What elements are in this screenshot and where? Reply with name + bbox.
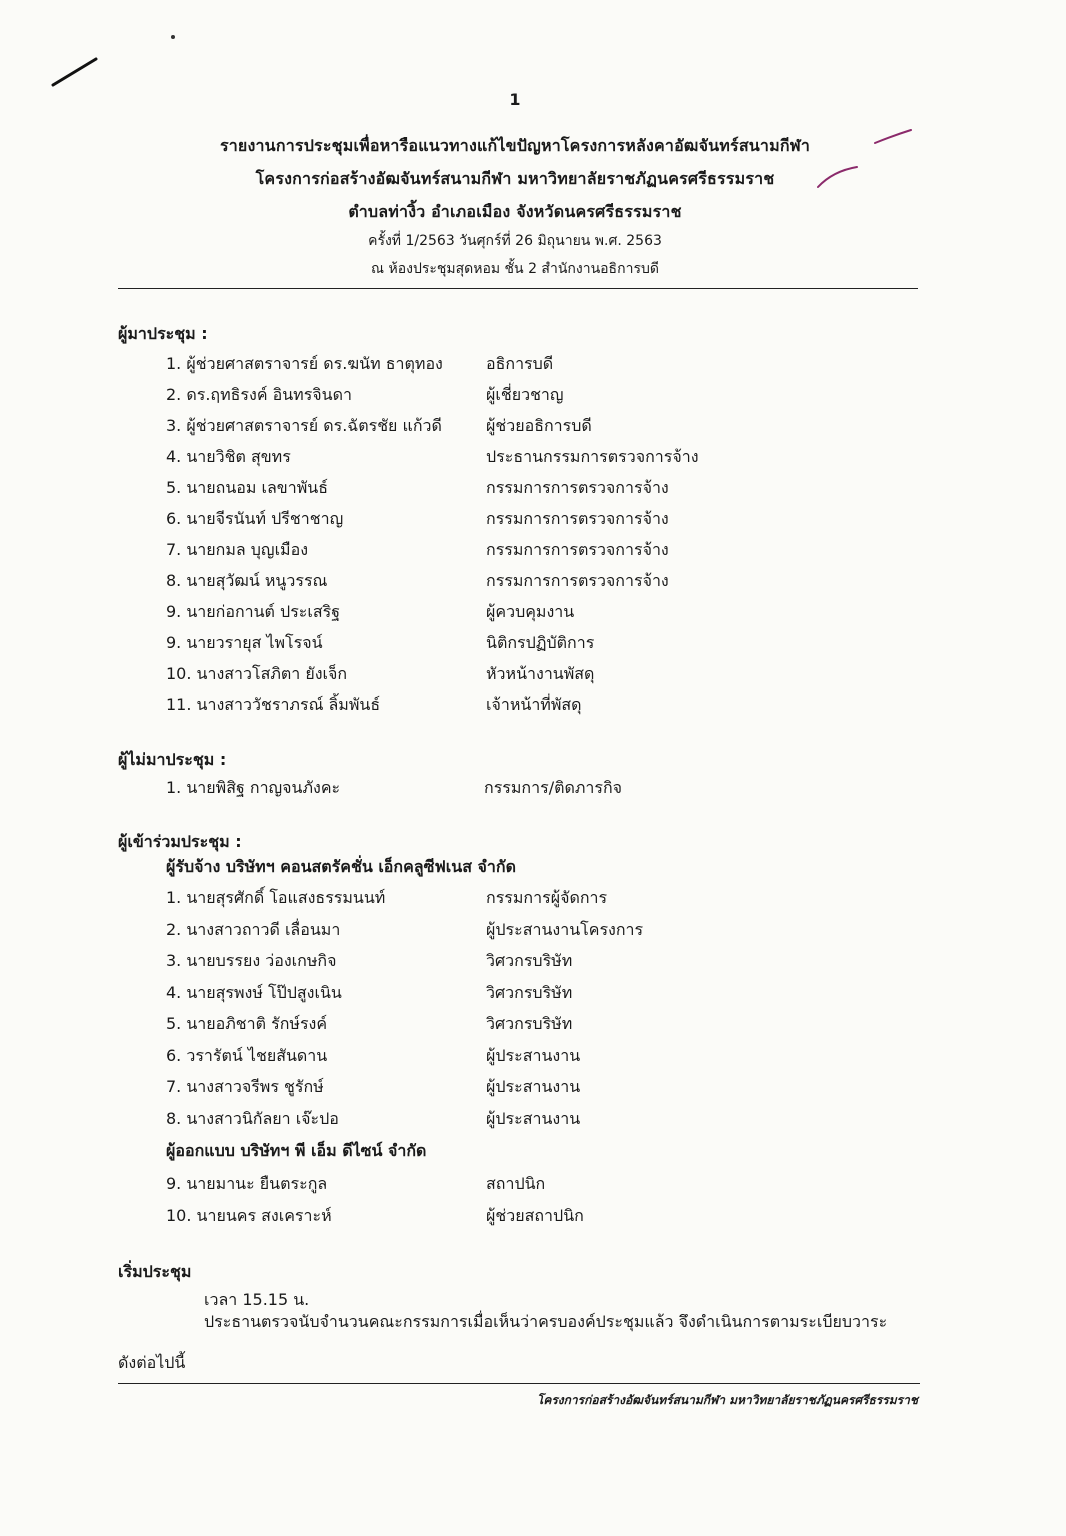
list-item [166,981,926,1009]
person-name: 3. นายบรรยง ว่องเกษกิจ [166,951,337,970]
person-name: 10. นางสาวโสภิตา ยังเจ็ก [166,664,348,683]
person-role: กรรมการการตรวจการจ้าง [486,509,669,528]
person-name: 8. นางสาวนิกัลยา เจ๊ะปอ [166,1108,339,1128]
list-item [166,1075,926,1103]
person-role: ประธานกรรมการตรวจการจ้าง [486,447,699,466]
person-role: วิศวกรบริษัท [486,1014,573,1033]
dot-mark [168,32,178,42]
person-role: ผู้ประสานงานโครงการ [486,919,644,939]
person-name: 2. นางสาวถาวดี เลื่อนมา [166,919,341,939]
list-item [166,949,926,977]
list-item [166,662,926,690]
list-item [166,631,926,659]
person-role: วิศวกรบริษัท [486,951,573,970]
person-name: 1. ผู้ช่วยศาสตราจารย์ ดร.ฆนัท ธาตุทอง [166,354,443,373]
person-name: 5. นายถนอม เลขาพันธ์ [166,478,328,497]
page-number: 1 [509,90,521,109]
list-item [166,383,926,411]
person-role: นิติกรปฏิบัติการ [486,633,595,652]
person-role: เจ้าหน้าที่พัสดุ [486,695,582,714]
person-name: 1. นายสุรศักดิ์ โอแสงธรรมนนท์ [166,888,386,907]
pen-stroke-mark [50,55,100,90]
list-item [166,918,926,946]
list-item [166,414,926,442]
start-time: เวลา 15.15 น. [204,1290,310,1309]
attendees-heading: ผู้มาประชุม : [118,324,208,343]
report-title-line3: ตำบลท่างิ้ว อำเภอเมือง จังหวัดนครศรีธรรมราช [348,202,682,221]
start-paragraph-line2: ดังต่อไปนี้ [118,1353,186,1372]
person-role: สถาปนิก [486,1174,546,1193]
person-role: ผู้ประสานงาน [486,1108,581,1128]
meeting-place: ณ ห้องประชุมสุดหอม ชั้น 2 สำนักงานอธิการบดี [371,261,659,277]
start-heading: เริ่มประชุม [118,1262,192,1281]
person-role: ผู้ควบคุมงาน [486,602,575,621]
report-title-line2: โครงการก่อสร้างอัฒจันทร์สนามกีฬา มหาวิทยาลัยราชภัฏนครศรีธรรมราช [255,169,775,188]
report-title-line1: รายงานการประชุมเพื่อหารือแนวทางแก้ไขปัญหาโครงการหลังคาอัฒจันทร์สนามกีฬา [219,136,811,155]
list-item [166,1107,926,1135]
person-name: 1. นายพิสิฐ กาญจนภังคะ [166,778,341,797]
start-paragraph-line1: ประธานตรวจนับจำนวนคณะกรรมการเมื่อเห็นว่าครบองค์ประชุมแล้ว จึงดำเนินการตามระเบียบวาระ [204,1312,888,1331]
person-name: 6. วรารัตน์ ไชยสันดาน [166,1045,328,1065]
person-role: กรรมการการตรวจการจ้าง [486,540,669,559]
person-role: หัวหน้างานพัสดุ [486,664,595,683]
person-role: วิศวกรบริษัท [486,982,573,1002]
list-item [166,352,926,380]
person-name: 9. นายวรายุส ไพโรจน์ [166,633,323,652]
list-item [166,886,926,914]
person-role: ผู้ช่วยสถาปนิก [486,1206,584,1225]
person-role: ผู้เชี่ยวชาญ [486,385,564,404]
person-name: 11. นางสาววัชราภรณ์ ลิ้มพันธ์ [166,695,381,714]
list-item [166,445,926,473]
person-role: ผู้ช่วยอธิการบดี [486,416,592,435]
footer-divider [118,1383,920,1384]
person-name: 9. นายมานะ ยืนตระกูล [166,1174,328,1193]
person-role: กรรมการ/ติดภารกิจ [484,778,623,797]
person-name: 6. นายจีรนันท์ ปรีชาชาญ [166,509,344,528]
list-item [166,476,926,504]
header-divider [118,288,918,289]
person-name: 10. นายนคร สงเคราะห์ [166,1206,332,1225]
list-item [166,600,926,628]
person-role: ผู้ประสานงาน [486,1045,581,1065]
person-name: 4. นายสุรพงษ์ โป๊ปสูงเนิน [166,982,342,1002]
list-item [166,776,926,804]
list-item [166,507,926,535]
person-role: กรรมการผู้จัดการ [486,888,608,907]
person-role: อธิการบดี [486,354,554,373]
participants-heading: ผู้เข้าร่วมประชุม : [118,832,242,851]
list-item [166,538,926,566]
list-item [166,1044,926,1072]
footer-text: โครงการก่อสร้างอัฒจันทร์สนามกีฬา มหาวิทยาลัยราชภัฏนครศรีธรรมราช [536,1393,918,1407]
person-role: กรรมการการตรวจการจ้าง [486,478,669,497]
person-name: 4. นายวิชิต สุขทร [166,447,291,466]
list-item [166,693,926,721]
absentees-heading: ผู้ไม่มาประชุม : [118,750,227,769]
person-name: 9. นายก่อกานต์ ประเสริฐ [166,602,341,621]
contractor-heading: ผู้รับจ้าง บริษัทฯ คอนสตรัคชั่น เอ็กคลูซีฟเนส จำกัด [166,857,516,876]
meeting-date: ครั้งที่ 1/2563 วันศุกร์ที่ 26 มิถุนายน พ.ศ. 2563 [368,233,662,249]
list-item [166,1012,926,1040]
person-name: 8. นายสุวัฒน์ หนูวรรณ [166,571,328,590]
person-role: กรรมการการตรวจการจ้าง [486,571,669,590]
person-name: 5. นายอภิชาติ รักษ์รงค์ [166,1014,328,1033]
person-name: 2. ดร.ฤทธิรงค์ อินทรจินดา [166,385,352,404]
list-item [166,1204,926,1232]
person-name: 3. ผู้ช่วยศาสตราจารย์ ดร.ฉัตรชัย แก้วดี [166,416,442,435]
person-role: ผู้ประสานงาน [486,1077,581,1096]
person-name: 7. นางสาวจรีพร ชูรักษ์ [166,1077,324,1096]
list-item [166,569,926,597]
list-item [166,1172,926,1200]
person-name: 7. นายกมล บุญเมือง [166,540,308,559]
designer-heading: ผู้ออกแบบ บริษัทฯ พี เอ็ม ดีไซน์ จำกัด [166,1141,427,1160]
